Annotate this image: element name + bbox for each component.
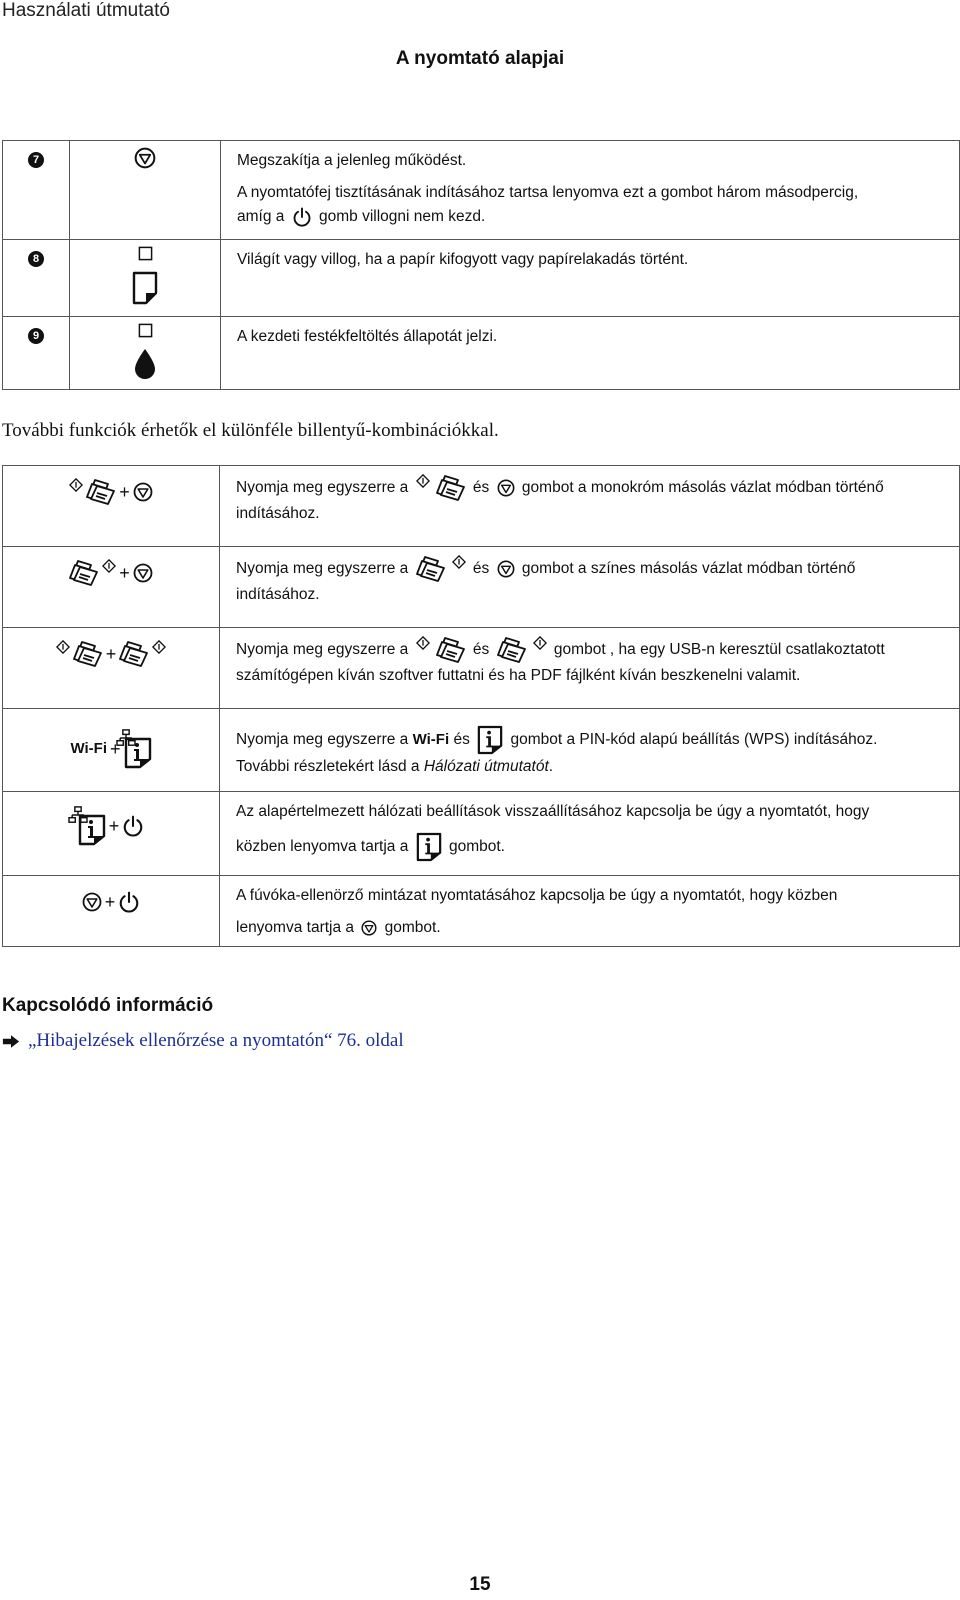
table-row [3, 876, 960, 947]
description-cell [220, 466, 960, 547]
start-diamond-icon [152, 640, 166, 654]
plus-sign: + [119, 482, 130, 502]
start-diamond-icon [56, 640, 70, 654]
description-text: Az alapértelmezett hálózati beállítások visszaállításához kapcsolja be úgy a nyomtatót, hogy [236, 803, 870, 820]
button-combination-table [2, 465, 960, 947]
power-icon [292, 207, 312, 227]
section-title: A nyomtató alapjai [395, 48, 565, 69]
description-text: gombot a monokróm másolás vázlat módban történő [521, 479, 884, 497]
description-line [236, 755, 949, 779]
description-text: Nyomja meg egyszerre a [236, 731, 409, 749]
light-indicator-icon [138, 323, 153, 338]
description-text: Világít vagy villog, ha a papír kifogyott vagy papírelakadás történt. [237, 251, 689, 268]
description-text: gomb villogni nem kezd. [319, 208, 486, 225]
icon-cell [70, 240, 221, 317]
description-cell [221, 240, 960, 317]
description-line [236, 832, 949, 862]
table-row [3, 466, 960, 547]
copy-bw-icon [73, 640, 103, 668]
description-text: és [472, 479, 490, 497]
description-text: indításához. [236, 505, 320, 522]
description-text: gombot. [448, 838, 505, 856]
description-cell [220, 628, 960, 709]
description-text: A kezdeti festékfeltöltés állapotát jelzi. [237, 328, 498, 345]
stop-icon [361, 920, 377, 936]
network-status-icon [477, 725, 503, 755]
combo-cell [3, 792, 220, 876]
start-diamond-icon [69, 478, 83, 492]
arrow-right-icon [2, 1034, 20, 1049]
stop-icon [82, 892, 102, 912]
description-text: Nyomja meg egyszerre a [236, 641, 409, 659]
related-info-link[interactable] [2, 1030, 404, 1052]
start-diamond-icon [452, 555, 466, 569]
description-line [236, 916, 949, 940]
stop-icon [133, 482, 153, 502]
description-text: További részletekért lásd a [236, 758, 420, 775]
light-indicator-icon [138, 246, 153, 261]
table-row [3, 628, 960, 709]
description-text: gombot. [384, 919, 441, 936]
description-text: Megszakítja a jelenleg működést. [237, 152, 467, 169]
copy-bw-icon [86, 478, 116, 506]
manual-reference: Hálózati útmutatót [423, 758, 549, 775]
description-cell [220, 709, 960, 792]
description-text: A fúvóka-ellenörző mintázat nyomtatásához kapcsolja be úgy a nyomtatót, hogy közben [236, 887, 838, 904]
copy-bw-icon [436, 636, 466, 664]
description-text: és [472, 641, 490, 659]
copy-color-icon [497, 636, 527, 664]
table-row [3, 547, 960, 628]
row-number-badge: 7 [28, 152, 44, 168]
related-info-title: Kapcsolódó információ [2, 995, 214, 1016]
stop-icon [134, 147, 156, 169]
plus-sign: + [108, 816, 120, 836]
paper-icon [132, 271, 158, 305]
description-text: és [472, 560, 490, 578]
wifi-label: Wi-Fi [412, 731, 450, 749]
copy-color-icon [69, 559, 99, 587]
start-diamond-icon [416, 474, 430, 488]
description-line [236, 474, 949, 502]
icon-cell [70, 317, 221, 390]
table-row [3, 240, 960, 317]
description-cell [220, 792, 960, 876]
combo-cell [3, 628, 220, 709]
description-line [237, 205, 949, 229]
network-status-icon [124, 737, 152, 769]
combo-cell [3, 876, 220, 947]
related-link-text[interactable]: „Hibajelzések ellenőrzése a nyomtatón“ 76. oldal [28, 1030, 404, 1051]
plus-sign: + [104, 892, 116, 912]
plus-sign: + [119, 563, 130, 583]
description-cell [220, 876, 960, 947]
power-icon [122, 815, 144, 837]
network-status-icon [416, 832, 442, 862]
description-text: indításához. [236, 586, 320, 603]
table-row [3, 317, 960, 390]
row-number-cell [3, 141, 70, 240]
description-text: A nyomtatófej tisztításának indításához tartsa lenyomva ezt a gombot három másodpercig, [237, 184, 859, 201]
row-number-badge: 8 [28, 251, 44, 267]
description-text: Nyomja meg egyszerre a [236, 560, 409, 578]
stop-icon [497, 479, 515, 497]
start-diamond-icon [416, 636, 430, 650]
copy-bw-icon [436, 474, 466, 502]
description-text: gombot , ha egy USB-n keresztül csatlakoztatott [553, 641, 885, 659]
description-cell [220, 547, 960, 628]
combo-cell [3, 709, 220, 792]
page-number: 15 [469, 1574, 491, 1595]
row-number-cell [3, 240, 70, 317]
ink-drop-icon [133, 348, 157, 380]
plus-sign: + [105, 644, 117, 664]
start-diamond-icon [102, 559, 116, 573]
description-text: és [453, 731, 470, 749]
table-row [3, 709, 960, 792]
stop-icon [497, 560, 515, 578]
stop-icon [133, 563, 153, 583]
combo-cell [3, 466, 220, 547]
power-icon [118, 891, 140, 913]
description-cell [221, 141, 960, 240]
description-text: amíg a [237, 208, 285, 225]
table-row [3, 141, 960, 240]
intro-text: További funkciók érhetők el különféle billentyű-kombinációkkal. [2, 420, 499, 441]
row-number-cell [3, 317, 70, 390]
description-line [236, 717, 949, 755]
description-text: Nyomja meg egyszerre a [236, 479, 409, 497]
wifi-label: Wi-Fi [70, 740, 107, 757]
indicator-table [2, 140, 960, 390]
description-cell [221, 317, 960, 390]
description-line [236, 636, 949, 664]
plus-sign: + [110, 739, 121, 759]
header-title: Használati útmutató [2, 0, 170, 21]
row-number-badge: 9 [28, 328, 44, 344]
description-text: számítógépen kíván szoftver futtatni és ha PDF fájlként kíván beszkenelni valamit. [236, 667, 801, 684]
description-text: . [548, 758, 554, 775]
network-status-icon [78, 814, 106, 846]
description-text: közben lenyomva tartja a [236, 838, 409, 856]
description-text: lenyomva tartja a [236, 919, 355, 936]
description-line [236, 555, 949, 583]
start-diamond-icon [533, 636, 547, 650]
description-text: gombot a PIN-kód alapú beállítás (WPS) indításához. [510, 731, 878, 749]
table-row [3, 792, 960, 876]
icon-cell [70, 141, 221, 240]
combo-cell [3, 547, 220, 628]
copy-color-icon [119, 640, 149, 668]
description-text: gombot a színes másolás vázlat módban történő [521, 560, 856, 578]
copy-color-icon [416, 555, 446, 583]
